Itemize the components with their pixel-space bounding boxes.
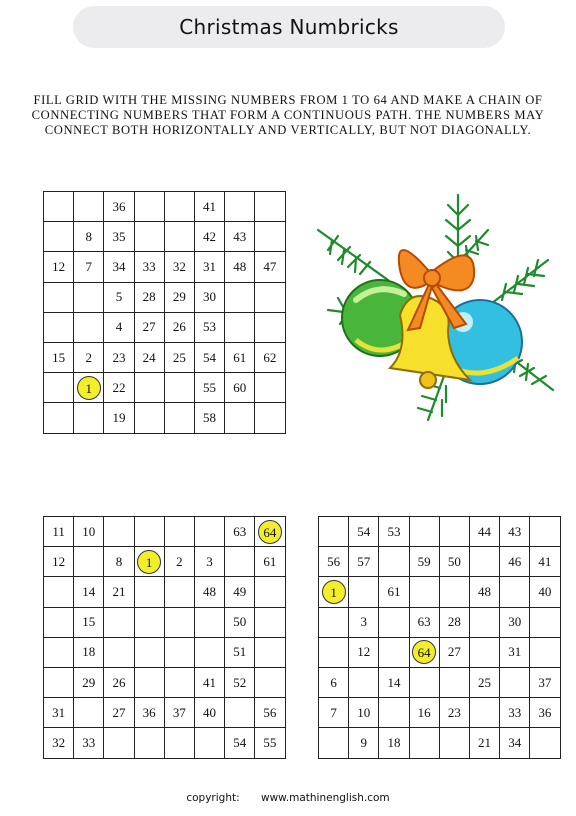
grid-cell-empty[interactable] (164, 517, 194, 547)
grid-cell-empty[interactable] (530, 517, 560, 547)
grid-row (319, 728, 561, 758)
grid-row (44, 517, 286, 547)
grid-cell-empty[interactable] (439, 517, 469, 547)
grid-cell-given: 54 (194, 342, 224, 372)
grid-row (319, 698, 561, 728)
grid-cell-empty[interactable] (225, 547, 255, 577)
highlighted-number: 1 (77, 376, 101, 400)
grid-cell-given: 34 (104, 252, 134, 282)
grid-row (319, 637, 561, 667)
grid-cell-empty[interactable] (194, 637, 224, 667)
grid-cell-given: 8 (74, 222, 104, 252)
grid-cell-given: 18 (74, 637, 104, 667)
grid-cell-given: 7 (319, 698, 349, 728)
grid-cell-given: 31 (44, 698, 74, 728)
grid-cell-empty[interactable] (134, 667, 164, 697)
grid-cell-empty[interactable] (439, 728, 469, 758)
grid-cell-given: 16 (409, 698, 439, 728)
grid-cell-given: 63 (409, 607, 439, 637)
grid-cell-given: 21 (104, 577, 134, 607)
grid-cell-given: 31 (194, 252, 224, 282)
grid-cell-given: 54 (225, 728, 255, 758)
grid-cell-empty[interactable] (44, 667, 74, 697)
instructions-text: FILL GRID WITH THE MISSING NUMBERS FROM 1 TO 64 AND MAKE A CHAIN OF CONNECTING NUMBERS THAT FORM A CONTINUOUS PATH. THE NUMBERS MAY CONNECT BOTH HORIZONTALLY AND VERTICALLY, BUT NOT DIAGONALLY. (31, 93, 545, 137)
grid-cell-empty[interactable] (134, 192, 164, 222)
grid-cell-empty[interactable] (439, 667, 469, 697)
grid-row (44, 222, 286, 252)
numbrick-grid-2 (43, 516, 286, 759)
grid-cell-given: 3 (194, 547, 224, 577)
grid-row (44, 637, 286, 667)
grid-cell-empty[interactable] (379, 607, 409, 637)
grid-cell-empty[interactable] (319, 637, 349, 667)
grid-cell-empty[interactable] (409, 667, 439, 697)
grid-cell-empty[interactable] (104, 728, 134, 758)
grid-cell-given: 22 (104, 373, 134, 403)
grid-cell-empty[interactable] (530, 728, 560, 758)
grid-cell-empty[interactable] (134, 403, 164, 433)
grid-cell-given: 54 (349, 517, 379, 547)
grid-row (44, 252, 286, 282)
grid-cell-empty[interactable] (225, 282, 255, 312)
grid-cell-given: 48 (194, 577, 224, 607)
grid-cell-empty[interactable] (164, 637, 194, 667)
grid-cell-empty[interactable] (255, 282, 285, 312)
grid-cell-empty[interactable] (530, 607, 560, 637)
grid-row (44, 192, 286, 222)
grid-cell-given: 3 (349, 607, 379, 637)
grid-cell-given: 34 (500, 728, 530, 758)
grid-cell-empty[interactable] (134, 222, 164, 252)
grid-cell-empty[interactable] (194, 517, 224, 547)
grid-cell-given: 51 (225, 637, 255, 667)
grid-cell-given: 30 (500, 607, 530, 637)
grid-cell-given: 25 (469, 667, 499, 697)
grid-cell-given: 6 (319, 667, 349, 697)
grid-row (319, 547, 561, 577)
grid-cell-empty[interactable] (74, 312, 104, 342)
grid-cell-empty[interactable] (500, 667, 530, 697)
grid-cell-empty[interactable] (44, 312, 74, 342)
grid-cell-given: 4 (104, 312, 134, 342)
grid-cell-given: 30 (194, 282, 224, 312)
grid-cell-given: 56 (255, 698, 285, 728)
grid-cell-given: 31 (500, 637, 530, 667)
grid-cell-given: 53 (379, 517, 409, 547)
grid-cell-given: 55 (255, 728, 285, 758)
grid-cell-given: 57 (349, 547, 379, 577)
grid-cell-empty[interactable] (74, 698, 104, 728)
grid-cell-given: 47 (255, 252, 285, 282)
grid-cell-empty[interactable] (104, 517, 134, 547)
grid-cell-given: 33 (134, 252, 164, 282)
grid-cell-given: 36 (134, 698, 164, 728)
grid-row (44, 577, 286, 607)
grid-cell-given: 23 (439, 698, 469, 728)
grid-cell-given: 43 (500, 517, 530, 547)
numbrick-grid-1 (43, 191, 286, 434)
title-banner (73, 6, 505, 48)
grid-cell-empty[interactable] (255, 192, 285, 222)
grid-cell-empty[interactable] (44, 607, 74, 637)
grid-cell-given: 32 (164, 252, 194, 282)
grid-cell-empty[interactable] (469, 607, 499, 637)
grid-cell-empty[interactable] (349, 577, 379, 607)
grid-cell-empty[interactable] (134, 517, 164, 547)
grid-cell-given: 19 (104, 403, 134, 433)
grid-cell-given: 58 (194, 403, 224, 433)
grid-cell-given (74, 373, 104, 403)
grid-cell-empty[interactable] (530, 637, 560, 667)
grid-cell-empty[interactable] (379, 637, 409, 667)
grid-cell-empty[interactable] (134, 637, 164, 667)
grid-cell-given: 62 (255, 342, 285, 372)
grid-cell-given: 25 (164, 342, 194, 372)
footer (0, 792, 576, 804)
grid-cell-empty[interactable] (409, 577, 439, 607)
grid-cell-empty[interactable] (44, 282, 74, 312)
grid-cell-empty[interactable] (379, 698, 409, 728)
grid-cell-given: 26 (164, 312, 194, 342)
grid-cell-empty[interactable] (319, 517, 349, 547)
grid-cell-given: 44 (469, 517, 499, 547)
grid-cell-given: 53 (194, 312, 224, 342)
grid-cell-empty[interactable] (439, 577, 469, 607)
grid-row (319, 667, 561, 697)
highlighted-number: 1 (322, 580, 346, 604)
grid-row (44, 667, 286, 697)
grid-cell-empty[interactable] (255, 312, 285, 342)
grid-cell-given: 56 (319, 547, 349, 577)
grid-cell-given: 27 (134, 312, 164, 342)
grid-cell-empty[interactable] (134, 607, 164, 637)
grid-cell-empty[interactable] (469, 547, 499, 577)
grid-cell-empty[interactable] (225, 192, 255, 222)
grid-cell-given: 40 (530, 577, 560, 607)
grid-cell-given (134, 547, 164, 577)
grid-row (44, 547, 286, 577)
grid-cell-empty[interactable] (44, 577, 74, 607)
grid-cell-given: 42 (194, 222, 224, 252)
highlighted-number: 64 (412, 640, 436, 664)
grid-cell-empty[interactable] (379, 547, 409, 577)
grid-cell-given: 33 (74, 728, 104, 758)
numbrick-grid-3 (318, 516, 561, 759)
grid-cell-empty[interactable] (164, 373, 194, 403)
grid-cell-empty[interactable] (469, 637, 499, 667)
grid-cell-empty[interactable] (255, 607, 285, 637)
grid-cell-empty[interactable] (134, 373, 164, 403)
grid-cell-given: 28 (439, 607, 469, 637)
grid-cell-given: 7 (74, 252, 104, 282)
grid-cell-given: 15 (44, 342, 74, 372)
grid-cell-empty[interactable] (500, 577, 530, 607)
grid-cell-given: 29 (164, 282, 194, 312)
grid-cell-given: 12 (349, 637, 379, 667)
grid-cell-given: 28 (134, 282, 164, 312)
grid-cell-given: 50 (439, 547, 469, 577)
grid-cell-given: 60 (225, 373, 255, 403)
grid-row (44, 342, 286, 372)
grid-cell-given: 15 (74, 607, 104, 637)
grid-cell-given: 21 (469, 728, 499, 758)
grid-cell-given: 27 (439, 637, 469, 667)
grid-cell-empty[interactable] (319, 607, 349, 637)
grid-cell-given: 61 (225, 342, 255, 372)
grid-cell-given: 12 (44, 547, 74, 577)
grid-cell-empty[interactable] (225, 403, 255, 433)
grid-cell-given (255, 517, 285, 547)
grid-cell-empty[interactable] (409, 728, 439, 758)
grid-row (319, 577, 561, 607)
grid-cell-given: 24 (134, 342, 164, 372)
grid-cell-given: 41 (194, 192, 224, 222)
grid-row (44, 728, 286, 758)
grid-cell-given: 11 (44, 517, 74, 547)
grid-cell-empty[interactable] (104, 637, 134, 667)
grid-cell-given: 10 (74, 517, 104, 547)
grid-row (44, 312, 286, 342)
grid-cell-empty[interactable] (255, 373, 285, 403)
grid-cell-empty[interactable] (255, 577, 285, 607)
grid-cell-given: 10 (349, 698, 379, 728)
grid-cell-given: 35 (104, 222, 134, 252)
grid-cell-given: 5 (104, 282, 134, 312)
grid-cell-empty[interactable] (164, 728, 194, 758)
grid-cell-given: 8 (104, 547, 134, 577)
grid-cell-given: 40 (194, 698, 224, 728)
grid-cell-empty[interactable] (164, 607, 194, 637)
grid-cell-empty[interactable] (225, 312, 255, 342)
grid-cell-given: 14 (74, 577, 104, 607)
grid-cell-empty[interactable] (255, 222, 285, 252)
grid-cell-empty[interactable] (74, 403, 104, 433)
grid-row (44, 373, 286, 403)
grid-cell-given: 14 (379, 667, 409, 697)
grid-cell-empty[interactable] (164, 577, 194, 607)
grid-cell-empty[interactable] (134, 577, 164, 607)
grid-cell-empty[interactable] (74, 192, 104, 222)
grid-cell-given: 49 (225, 577, 255, 607)
grid-cell-given: 23 (104, 342, 134, 372)
page-title: Christmas Numbricks (179, 15, 399, 39)
grid-cell-given: 2 (164, 547, 194, 577)
grid-cell-empty[interactable] (164, 222, 194, 252)
grid-cell-empty[interactable] (255, 637, 285, 667)
grid-cell-empty[interactable] (409, 517, 439, 547)
grid-cell-given: 61 (255, 547, 285, 577)
grid-cell-given (409, 637, 439, 667)
grid-cell-empty[interactable] (469, 698, 499, 728)
grid-cell-given: 59 (409, 547, 439, 577)
grid-cell-given: 48 (225, 252, 255, 282)
grid-cell-given: 32 (44, 728, 74, 758)
grid-cell-given: 63 (225, 517, 255, 547)
grid-cell-empty[interactable] (164, 192, 194, 222)
highlighted-number: 64 (258, 520, 282, 544)
grid-cell-empty[interactable] (319, 728, 349, 758)
grid-cell-empty[interactable] (164, 667, 194, 697)
grid-cell-given: 37 (164, 698, 194, 728)
christmas-ornaments-illustration (308, 190, 558, 435)
grid-cell-given: 36 (104, 192, 134, 222)
grid-cell-empty[interactable] (134, 728, 164, 758)
grid-cell-given: 27 (104, 698, 134, 728)
grid-cell-given: 18 (379, 728, 409, 758)
grid-row (44, 403, 286, 433)
grid-row (44, 282, 286, 312)
grid-cell-given: 29 (74, 667, 104, 697)
grid-cell-given: 33 (500, 698, 530, 728)
grid-cell-empty[interactable] (44, 373, 74, 403)
grid-cell-given: 50 (225, 607, 255, 637)
grid-cell-empty[interactable] (194, 728, 224, 758)
grid-cell-given: 2 (74, 342, 104, 372)
grid-cell-given (319, 577, 349, 607)
grid-cell-given: 26 (104, 667, 134, 697)
grid-row (44, 698, 286, 728)
grid-row (319, 607, 561, 637)
grid-cell-empty[interactable] (74, 547, 104, 577)
grid-row (44, 607, 286, 637)
grid-cell-empty[interactable] (44, 403, 74, 433)
grid-cell-given: 48 (469, 577, 499, 607)
grid-cell-empty[interactable] (225, 698, 255, 728)
grid-cell-given: 55 (194, 373, 224, 403)
grid-cell-empty[interactable] (44, 222, 74, 252)
grid-cell-empty[interactable] (255, 403, 285, 433)
grid-cell-given: 12 (44, 252, 74, 282)
grid-cell-empty[interactable] (104, 607, 134, 637)
grid-cell-given: 52 (225, 667, 255, 697)
copyright-label: copyright: (186, 792, 240, 804)
grid-cell-empty[interactable] (74, 282, 104, 312)
grid-cell-given: 61 (379, 577, 409, 607)
grid-cell-given: 9 (349, 728, 379, 758)
grid-cell-empty[interactable] (255, 667, 285, 697)
grid-cell-given: 46 (500, 547, 530, 577)
grid-cell-given: 43 (225, 222, 255, 252)
grid-cell-empty[interactable] (194, 607, 224, 637)
highlighted-number: 1 (137, 550, 161, 574)
grid-cell-empty[interactable] (44, 637, 74, 667)
grid-cell-empty[interactable] (44, 192, 74, 222)
grid-row (319, 517, 561, 547)
grid-cell-given: 37 (530, 667, 560, 697)
grid-cell-empty[interactable] (349, 667, 379, 697)
copyright-site: www.mathinenglish.com (260, 792, 390, 804)
grid-cell-given: 41 (530, 547, 560, 577)
grid-cell-given: 36 (530, 698, 560, 728)
grid-cell-empty[interactable] (164, 403, 194, 433)
grid-cell-given: 41 (194, 667, 224, 697)
